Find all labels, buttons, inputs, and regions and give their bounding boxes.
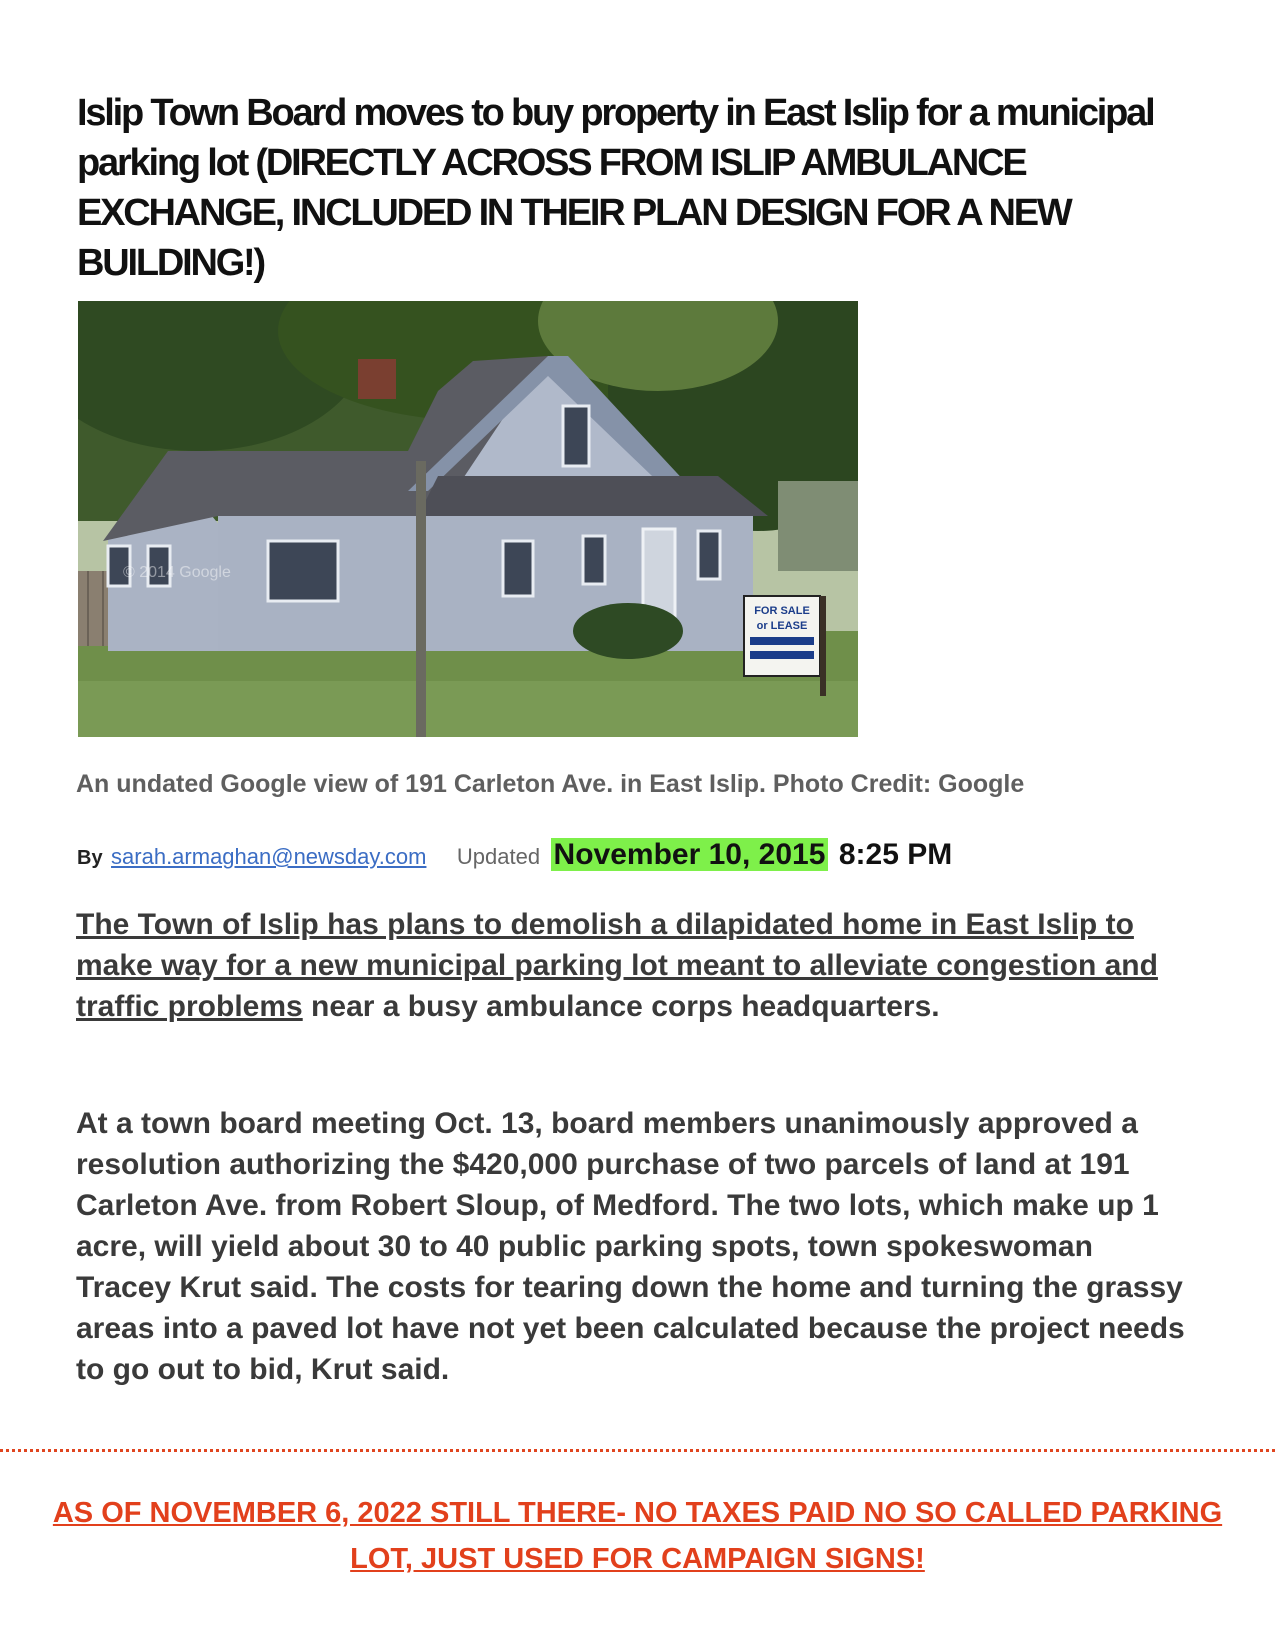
sign-line2: or LEASE [756, 620, 808, 632]
photo-watermark: © 2014 Google [123, 564, 231, 581]
photo-caption: An undated Google view of 191 Carleton Ave. in East Islip. Photo Credit: Google [76, 770, 1025, 798]
paragraph-1-rest: near a busy ambulance corps headquarters. [302, 990, 940, 1023]
byline [77, 838, 1237, 872]
updated-date: November 10, 2015 [551, 838, 829, 871]
section-divider [0, 1449, 1275, 1452]
headline: Islip Town Board moves to buy property in East Islip for a municipal parking lot (DIRECTLY ACROSS FROM ISLIP AMBULANCE EXCHANGE, INCLUDED IN THEIR PLAN DESIGN FOR A NEW BUILDING!) [77, 92, 1154, 284]
updated-label: Updated [456, 844, 541, 869]
sign-line1: FOR SALE [754, 605, 810, 617]
house-photo [78, 301, 858, 737]
updated-time: 8:25 PM [838, 838, 953, 871]
byline-label: By [77, 847, 103, 869]
notice-banner: AS OF NOVEMBER 6, 2022 STILL THERE- NO TAXES PAID NO SO CALLED PARKING LOT, JUST USED FOR CAMPAIGN SIGNS! [52, 1497, 1223, 1575]
paragraph-1-linked-text[interactable]: The Town of Islip has plans to demolish a dilapidated home in East Islip to make way for a new municipal parking lot meant to alleviate congestion and traffic problems [76, 908, 1158, 1023]
author-email-link[interactable]: sarah.armaghan@newsday.com [111, 844, 427, 869]
paragraph-2: At a town board meeting Oct. 13, board members unanimously approved a resolution authorizing the $420,000 purchase of two parcels of land at 191 Carleton Ave. from Robert Sloup, of Medford. The two lots, which make up 1 acre, will yield about 30 to 40 public parking spots, town spokeswoman Tracey Krut said. The costs for tearing down the home and turning the grassy areas into a paved lot have not yet been calculated because the project needs to go out to bid, Krut said. [76, 1107, 1185, 1386]
paragraph-1 [76, 904, 1176, 1027]
